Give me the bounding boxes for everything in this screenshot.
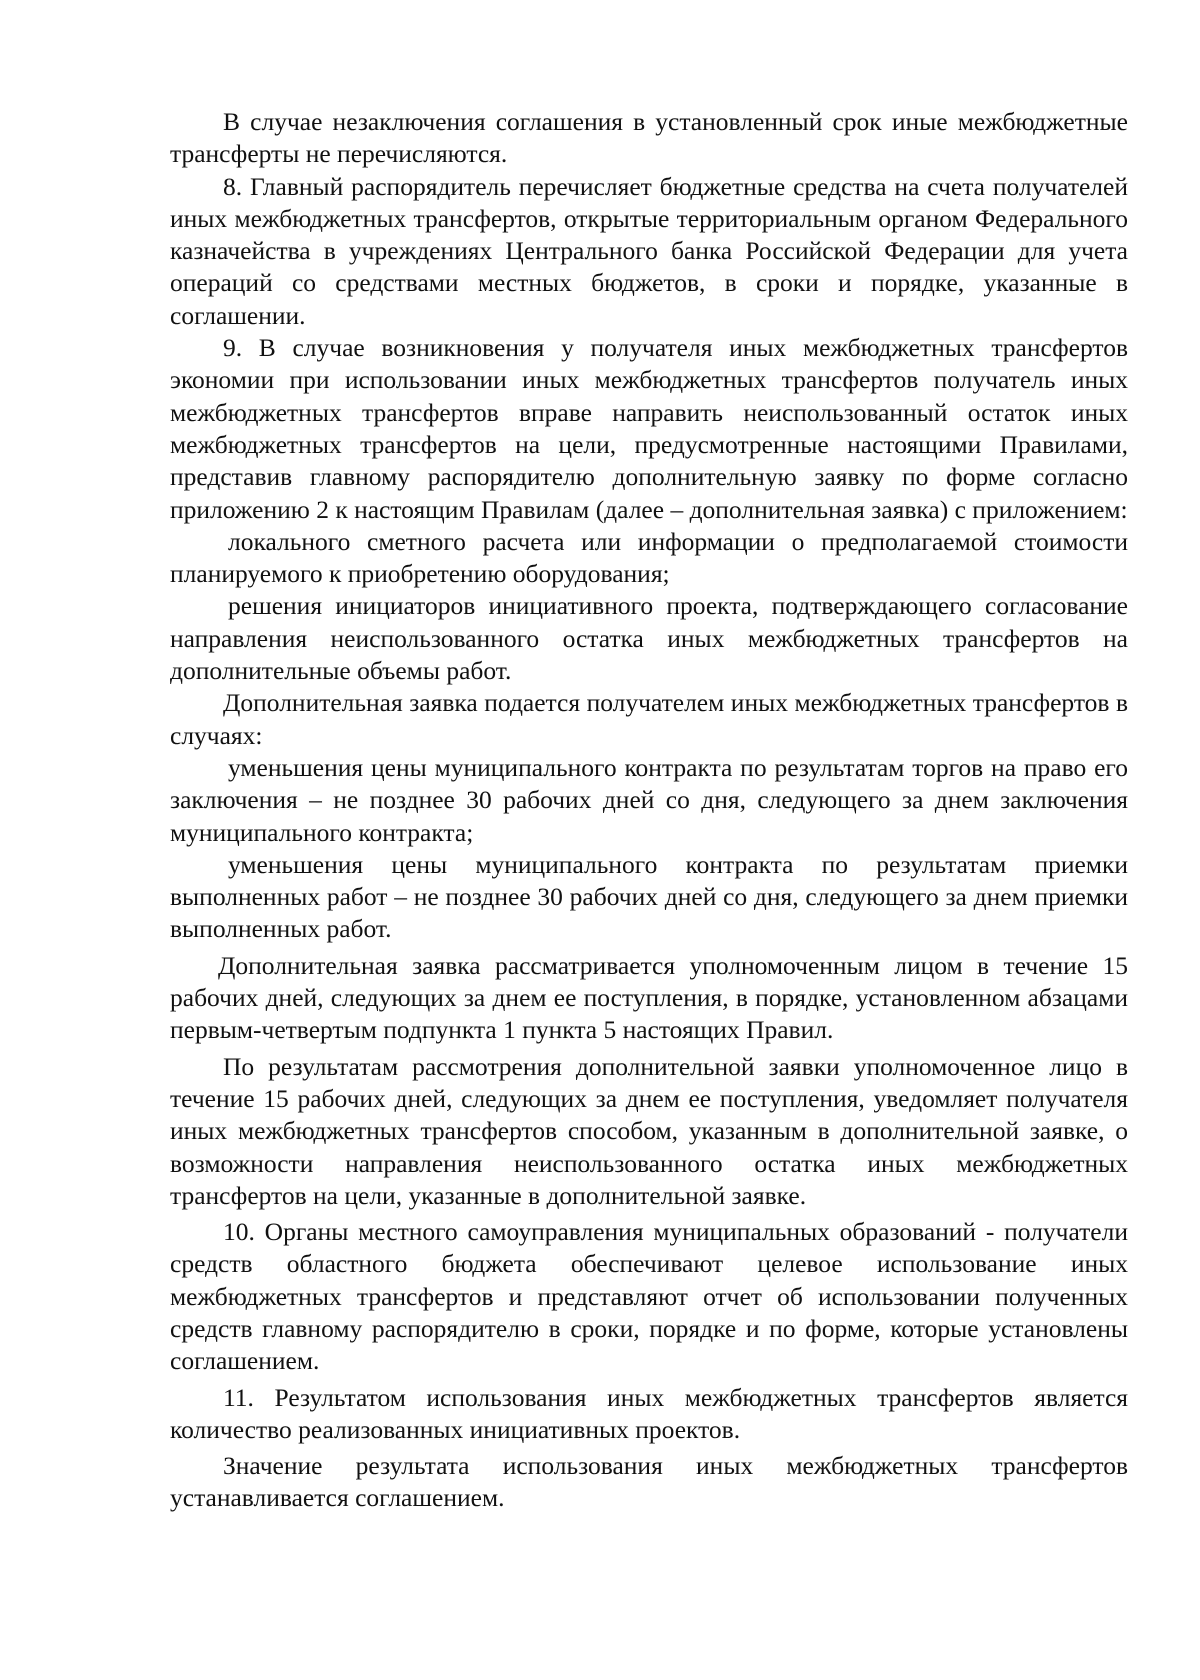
paragraph-item-8: 8. Главный распорядитель перечисляет бюджетные средства на счета получателей иных межбюджетных трансфертов, открытые территориальным органом Федерального казначейства в учреждениях Центрального банка Российской Федерации для учета операций со средствами местных бюджетов, в сроки и порядке, указанные в соглашении. [170, 171, 1128, 330]
document-body [170, 106, 1128, 1515]
paragraph-item-10: 10. Органы местного самоуправления муниципальных образований - получатели средств областного бюджета обеспечивают целевое использование иных межбюджетных трансфертов и представляют отчет об использовании полученных средств главному распорядителю в сроки, порядке и по форме, которые установлены соглашением. [170, 1217, 1128, 1376]
paragraph-review-results: По результатам рассмотрения дополнительной заявки уполномоченное лицо в течение 15 рабочих дней, следующих за днем ее поступления, уведомляет получателя иных межбюджетных трансфертов способом, указанным в дополнительной заявке, о возможности направления неиспользованного остатка иных межбюджетных трансфертов на цели, указанные в дополнительной заявке. [170, 1051, 1128, 1210]
paragraph-item-9: 9. В случае возникновения у получателя иных межбюджетных трансфертов экономии при использовании иных межбюджетных трансфертов получатель иных межбюджетных трансфертов вправе направить неиспользованный остаток иных межбюджетных трансфертов на цели, предусмотренные настоящими Правилами, представив главному распорядителю дополнительную заявку по форме согласно приложению 2 к настоящим Правилам (далее – дополнительная заявка) с приложением: [170, 333, 1128, 524]
paragraph-item-11: 11. Результатом использования иных межбюджетных трансфертов является количество реализованных инициативных проектов. [170, 1382, 1128, 1444]
paragraph-initiators-decision: решения инициаторов инициативного проекта, подтверждающего согласование направления неиспользованного остатка иных межбюджетных трансфертов на дополнительные объемы работ. [170, 591, 1128, 686]
paragraph-price-reduction-tender: уменьшения цены муниципального контракта по результатам торгов на право его заключения – не позднее 30 рабочих дней со дня, следующего за днем заключения муниципального контракта; [170, 752, 1128, 847]
paragraph-price-reduction-acceptance: уменьшения цены муниципального контракта по результатам приемки выполненных работ – не позднее 30 рабочих дней со дня, следующего за днем приемки выполненных работ. [170, 849, 1128, 944]
paragraph-result-value: Значение результата использования иных межбюджетных трансфертов устанавливается соглашением. [170, 1451, 1128, 1513]
paragraph-request-review: Дополнительная заявка рассматривается уполномоченным лицом в течение 15 рабочих дней, следующих за днем ее поступления, в порядке, установленном абзацами первым-четвертым подпункта 1 пункта 5 настоящих Правил. [170, 950, 1128, 1045]
paragraph-transfers-not-paid: В случае незаключения соглашения в установленный срок иные межбюджетные трансферты не перечисляются. [170, 107, 1128, 169]
paragraph-additional-request-cases: Дополнительная заявка подается получателем иных межбюджетных трансфертов в случаях: [170, 688, 1128, 750]
paragraph-local-estimate: локального сметного расчета или информации о предполагаемой стоимости планируемого к приобретению оборудования; [170, 526, 1128, 589]
